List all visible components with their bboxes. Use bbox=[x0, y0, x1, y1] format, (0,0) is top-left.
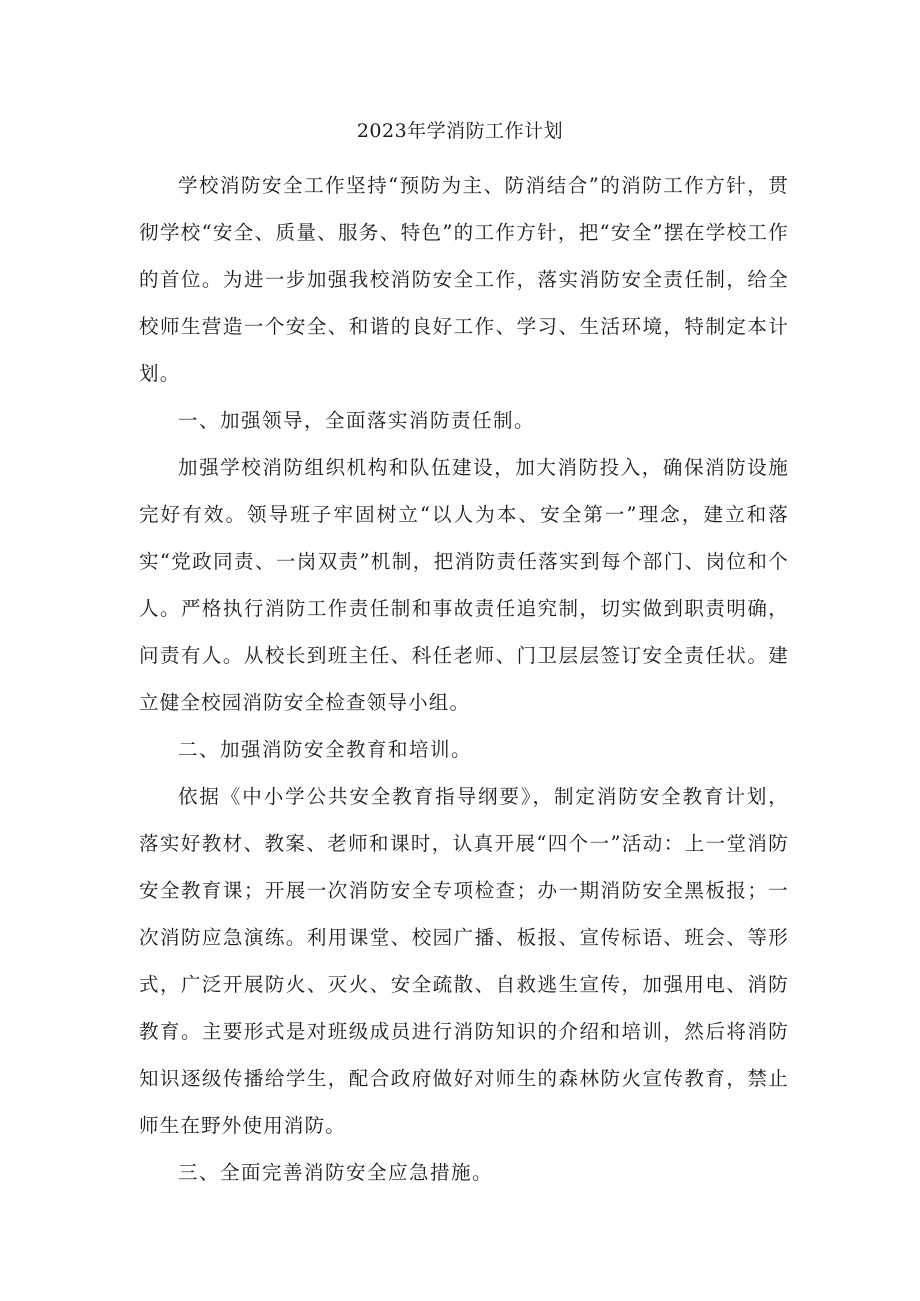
section-1-paragraph: 加强学校消防组织机构和队伍建设，加大消防投入，确保消防设施完好有效。领导班子牢固树立“以人为本、安全第一”理念，建立和落实“党政同责、一岗双责”机制，把消防责任落实到每个部门、岗位和个人。严格执行消防工作责任制和事故责任追究制，切实做到职责明确，问责有人。从校长到班主任、科任老师、门卫层层签订安全责任状。建立健全校园消防安全检查领导小组。 bbox=[139, 456, 789, 714]
section-heading-3: 三、全面完善消防安全应急措施。 bbox=[178, 1161, 494, 1184]
document-title: 2023年学消防工作计划 bbox=[356, 120, 564, 142]
intro-paragraph: 学校消防安全工作坚持“预防为主、防消结合”的消防工作方针，贯彻学校“安全、质量、服务、特色”的工作方针，把“安全”摆在学校工作的首位。为进一步加强我校消防安全工作，落实消防安全责任制，给全校师生营造一个安全、和谐的良好工作、学习、生活环境，特制定本计划。 bbox=[139, 174, 789, 385]
document-body bbox=[139, 162, 789, 1196]
section-heading-1: 一、加强领导，全面落实消防责任制。 bbox=[178, 409, 536, 432]
section-heading-2: 二、加强消防安全教育和培训。 bbox=[178, 738, 473, 761]
section-2-paragraph: 依据《中小学公共安全教育指导纲要》，制定消防安全教育计划，落实好教材、教案、老师和课时，认真开展“四个一”活动：上一堂消防安全教育课；开展一次消防安全专项检查；办一期消防安全黑板报；一次消防应急演练。利用课堂、校园广播、板报、宣传标语、班会、等形式，广泛开展防火、灭火、安全疏散、自救逃生宣传，加强用电、消防教育。主要形式是对班级成员进行消防知识的介绍和培训，然后将消防知识逐级传播给学生，配合政府做好对师生的森林防火宣传教育，禁止师生在野外使用消防。 bbox=[139, 785, 789, 1137]
